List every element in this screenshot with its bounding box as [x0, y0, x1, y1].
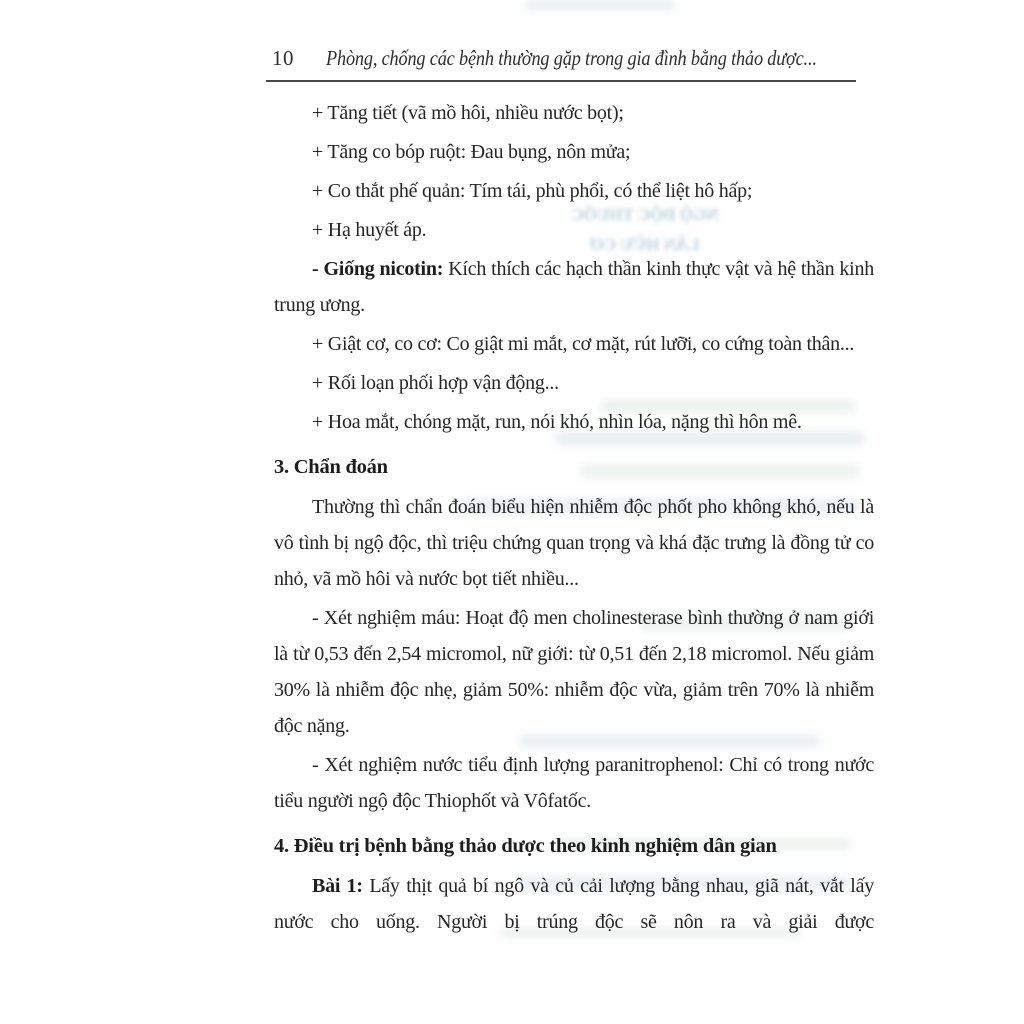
bullet-bronchospasm: + Co thắt phế quản: Tím tái, phù phổi, có thể liệt hô hấp; — [312, 180, 753, 202]
paragraph-remedy-1 — [274, 868, 874, 940]
paragraph-text: Kích thích các hạch thần kinh thực vật và hệ thần kinh trung ương. — [274, 258, 874, 316]
bullet-intestinal-contraction: + Tăng co bóp ruột: Đau bụng, nôn mửa; — [312, 141, 631, 163]
page-body — [274, 95, 874, 943]
header-rule — [266, 80, 856, 82]
show-through-line: NGỘ ĐỘC THUỐC — [571, 205, 719, 224]
bullet-coordination-disorder: + Rối loạn phối hợp vận động... — [312, 372, 559, 394]
bullet-dizziness: + Hoa mắt, chóng mặt, run, nói khó, nhìn lóa, nặng thì hôn mê. — [312, 411, 802, 433]
bullet-increased-secretion: + Tăng tiết (vã mồ hôi, nhiều nước bọt); — [312, 102, 624, 124]
show-through-smudge — [525, 0, 675, 10]
paragraph-nicotine-like — [274, 251, 874, 323]
paragraph-lead-bold: - Giống nicotin: — [312, 258, 444, 280]
paragraph-text: Lấy thịt quả bí ngô và củ cải lượng bằng nhau, giã nát, vắt lấy nước cho uống. Người bị trúng độc sẽ nôn ra và giải được — [274, 875, 874, 933]
paragraph-diagnosis: Thường thì chẩn đoán biểu hiện nhiễm độc phốt pho không khó, nếu là vô tình bị ngộ độc, thì triệu chứng quan trọng và khá đặc trưng là đồng tử co nhỏ, vã mồ hôi và nước bọt tiết nhiều... — [274, 496, 874, 590]
paragraph-blood-test: - Xét nghiệm máu: Hoạt độ men cholinesterase bình thường ở nam giới là từ 0,53 đến 2,54 micromol, nữ giới: từ 0,51 đến 2,18 micromol. Nếu giảm 30% là nhiễm độc nhẹ, giảm 50%: nhiễm độc vừa, giảm trên 70% là nhiễm độc nặng. — [274, 607, 874, 737]
paragraph-urine-test: - Xét nghiệm nước tiểu định lượng paranitrophenol: Chỉ có trong nước tiểu người ngộ độc Thiophốt và Vôfatốc. — [274, 754, 874, 812]
running-title: Phòng, chống các bệnh thường gặp trong gia đình bằng thảo dược... — [326, 46, 817, 70]
paragraph-lead-bold: Bài 1: — [312, 875, 363, 897]
bullet-low-blood-pressure: + Hạ huyết áp. — [312, 219, 427, 241]
section-heading-diagnosis: 3. Chẩn đoán — [274, 456, 388, 478]
show-through-line: LÂN HỮU CƠ — [590, 235, 700, 254]
section-heading-herbal-treatment: 4. Điều trị bệnh bằng thảo dược theo kinh nghiệm dân gian — [274, 835, 777, 857]
running-header — [272, 46, 890, 71]
page-number: 10 — [272, 46, 294, 70]
bullet-muscle-twitching: + Giật cơ, co cơ: Co giật mi mắt, cơ mặt, rút lưỡi, co cứng toàn thân... — [312, 333, 855, 355]
